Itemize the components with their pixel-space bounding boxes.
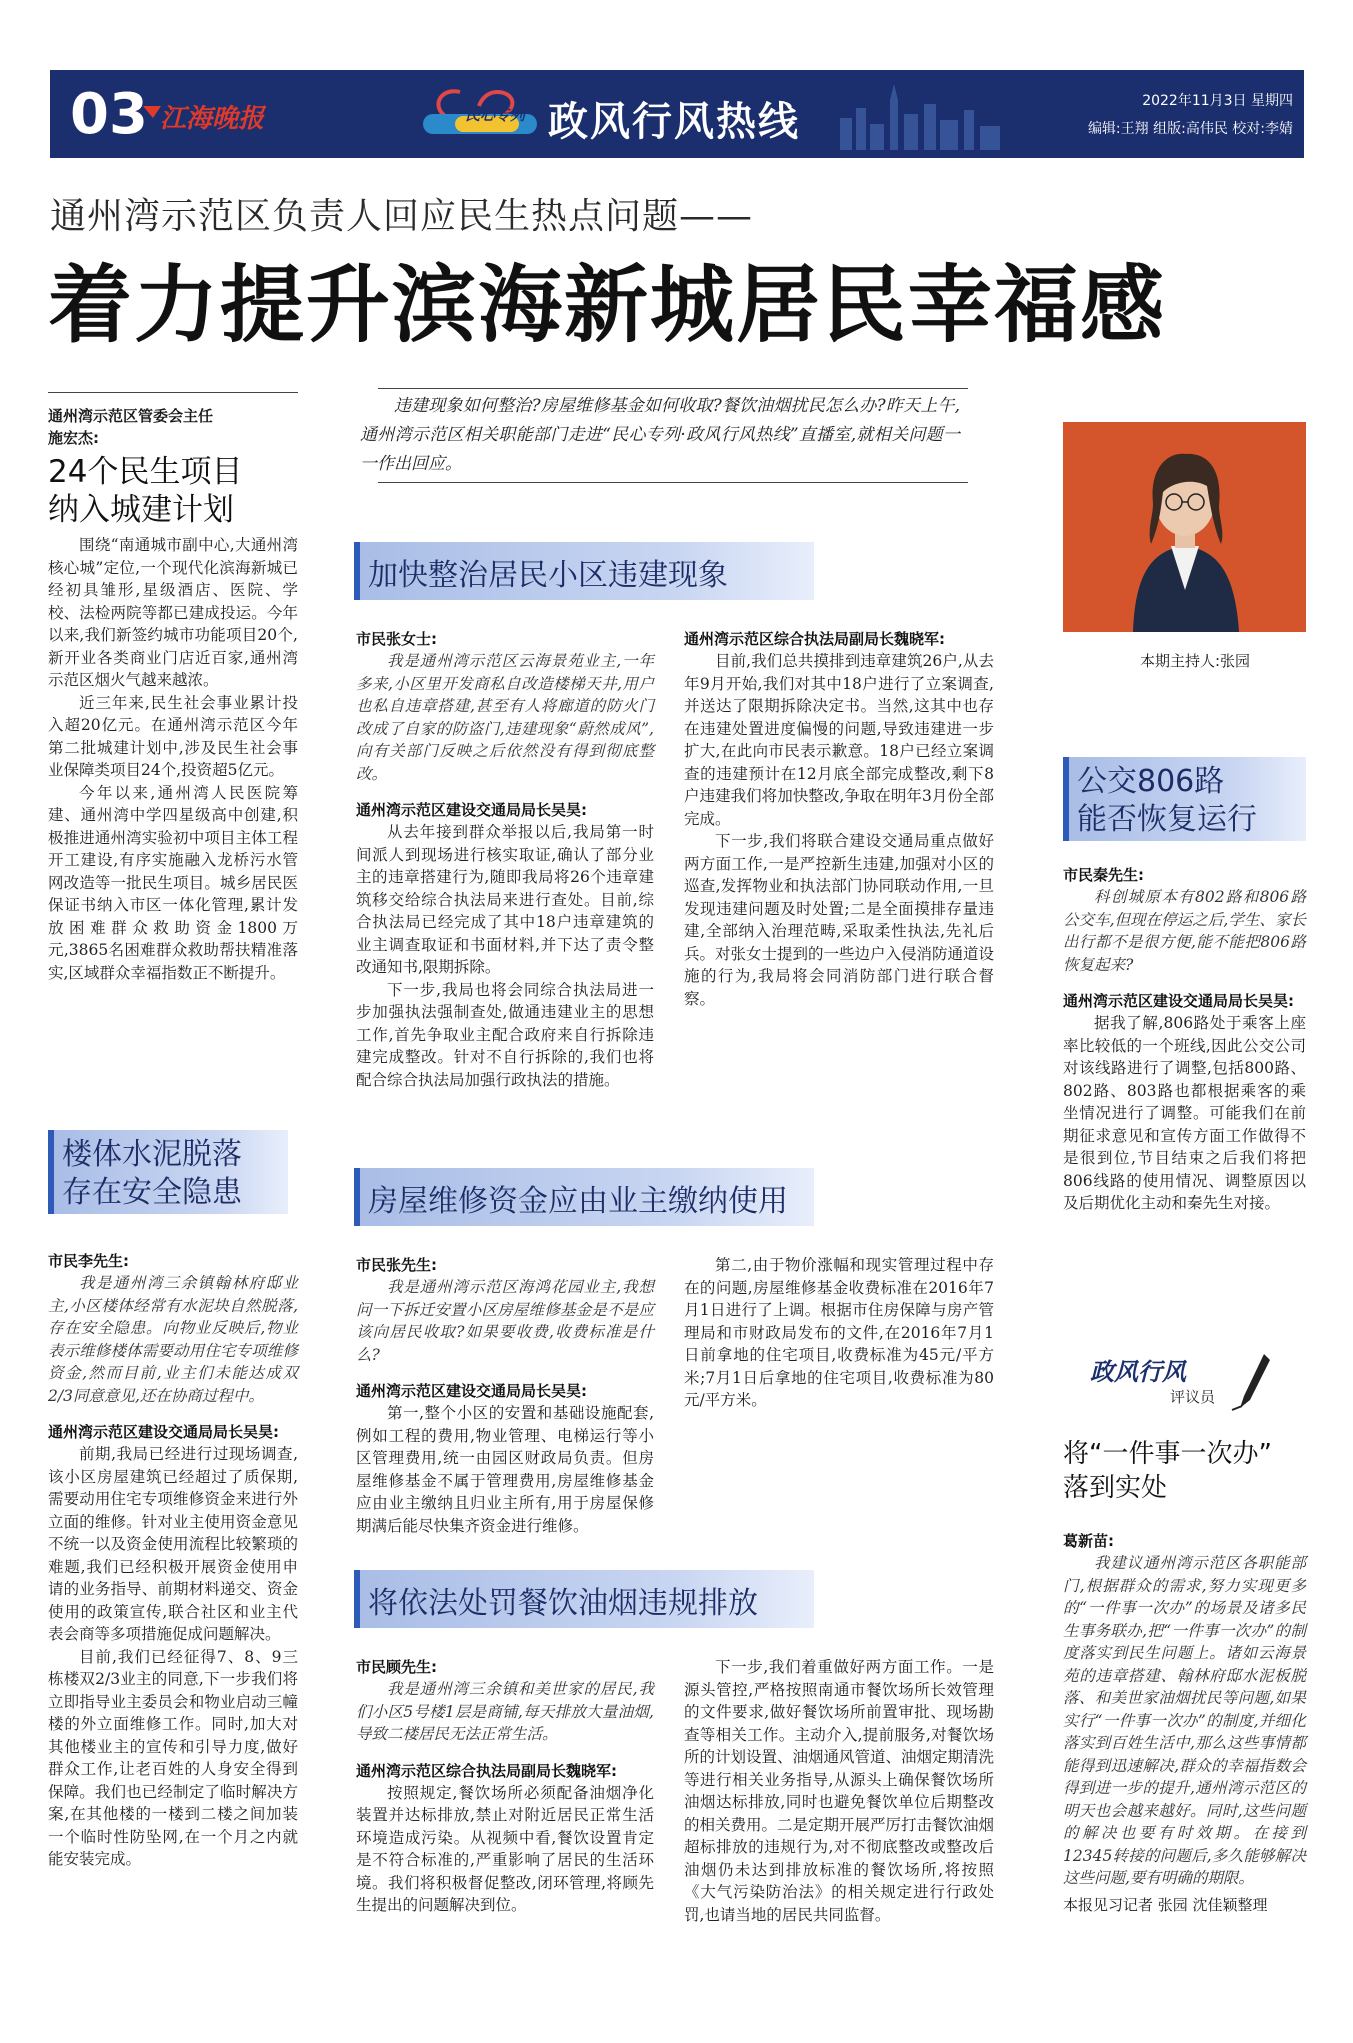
paragraph: 今年以来,通州湾人民医院筹建、通州湾中学四星级高中创建,积极推进通州湾实验初中项目主体工程开工建设,有序实施融入龙桥污水管网改造等一批民生项目。城乡居民医保证书纳入市区一体化管理,累计发放困难群众救助资金1800万元,3865名困难群众救助帮扶精准落实,区域群众幸福指数正不断提升。	[48, 783, 298, 982]
banner-title	[62, 1136, 242, 1212]
official-name: 通州湾示范区建设交通局局长吴昊:	[356, 801, 588, 819]
fund-article-col1	[356, 1254, 654, 1537]
section-banner-facade	[48, 1130, 288, 1214]
paragraph: 下一步,我们着重做好两方面工作。一是源头管控,严格按照南通市餐饮场所长效管理的文件要求,做好餐饮场所前置审批、现场勘查等相关工作。主动介入,提前服务,对餐饮场所的计划设置、油烟通风管道、油烟定期清洗等进行相关业务指导,从源头上确保餐饮场所油烟达标排放,同时也避免餐饮单位后期整改的相关费用。二是定期开展严厉打击餐饮油烟超标排放的违规行为,对不彻底整改或整改后油烟仍未达到排放标准的餐饮场所,将按照《大气污染防治法》的相关规定进行行政处罚,也请当地的居民共同监督。	[684, 1658, 995, 1924]
fountain-pen-icon	[1230, 1352, 1270, 1412]
lead-speaker-name: 施宏杰:	[48, 429, 99, 447]
commentary-heading	[1063, 1437, 1272, 1505]
official-name: 通州湾示范区建设交通局局长吴昊:	[1063, 992, 1295, 1010]
banner-title: 将依法处罚餐饮油烟违规排放	[368, 1586, 758, 1621]
column-rule	[48, 392, 298, 393]
section-banner-fumes	[354, 1570, 814, 1628]
paragraph: 据我了解,806路处于乘客上座率比较低的一个班线,因此公交公司对该线路进行了调整,包括800路、802路、803路也都根据乘客的乘坐情况进行了调整。可能我们在前期征求意见和宣传方面工作做得不是很到位,节目结束之后我们将把806线路的使用情况、调整原因以及后期优化主动和秦先生对接。	[1063, 1014, 1306, 1212]
banner-line: 公交806路	[1077, 764, 1225, 799]
commentary-heading-line: 落到实处	[1063, 1473, 1168, 1503]
banner-title: 加快整治居民小区违建现象	[368, 558, 728, 593]
paragraph: 下一步,我们将联合建设交通局重点做好两方面工作,一是严控新生违建,加强对小区的巡查,发挥物业和执法部门协同联动作用,一旦发现违建问题及时处置;二是全面摸排存量违建,全部纳入治理范畴,采取柔性执法,先礼后兵。对张女士提到的一些边户入侵消防通道设施的行为,我局将会同消防部门进行联合督察。	[684, 832, 995, 1008]
lead-heading-2: 纳入城建计划	[48, 492, 234, 528]
page-number: 03	[70, 82, 148, 147]
citizen-question: 科创城原本有802路和806路公交车,但现在停运之后,学生、家长出行都不是很方便,能不能把806路恢复起来?	[1063, 888, 1306, 974]
facade-article	[48, 1250, 298, 1871]
citizen-name: 市民秦先生:	[1063, 866, 1144, 884]
citizen-question: 我是通州湾三余镇翰林府邸业主,小区楼体经常有水泥块自然脱落,存在安全隐患。向物业反映后,物业表示维修楼体需要动用住宅专项维修资金,然而目前,业主们未能达成双2/3同意意见,还在协商过程中。	[48, 1274, 298, 1405]
official-name: 通州湾示范区建设交通局局长吴昊:	[356, 1382, 588, 1400]
editors-credit: 编辑:王翔 组版:高伟民 校对:李婧	[1087, 121, 1293, 137]
lead-block	[48, 405, 298, 529]
paragraph: 前期,我局已经进行过现场调查,该小区房屋建筑已经超过了质保期,需要动用住宅专项维修资金来进行外立面的维修。针对业主使用资金意见不统一以及资金使用流程比较繁琐的难题,我们已经积极开展资金使用申请的业务指导、前期材料递交、资金使用的政策宣传,联合社区和业主代表会商等多项措施促成问题解决。	[48, 1445, 298, 1643]
commentator-name: 葛新苗:	[1063, 1532, 1114, 1550]
commentary-logo-text: 政风行风	[1090, 1357, 1186, 1386]
illegal-article-col1	[356, 628, 654, 1091]
citizen-name: 市民张先生:	[356, 1256, 437, 1274]
issue-date: 2022年11月3日 星期四	[1142, 93, 1293, 109]
fund-article-col2	[684, 1254, 994, 1412]
citizen-question: 我是通州湾示范区云海景苑业主,一年多来,小区里开发商私自改造楼梯天井,用户也私自违章搭建,甚至有人将廊道的防火门改成了自家的防盗门,违建现象“蔚然成风”,向有关部门反映之后依然没有得到彻底整改。	[356, 652, 654, 783]
paragraph: 从去年接到群众举报以后,我局第一时间派人到现场进行核实取证,确认了部分业主的违章搭建行为,随即我局将26个违章建筑移交给综合执法局来进行查处。目前,综合执法局已经完成了其中18户违章建筑的业主调查取证和书面材料,并下达了责令整改通知书,限期拆除。	[356, 823, 654, 976]
commentary-text: 我建议通州湾示范区各职能部门,根据群众的需求,努力实现更多的“一件事一次办”的场景及诸多民生事务联办,把“一件事一次办”的制度落实到民生问题上。诸如云海景苑的违章搭建、翰林府邸水泥板脱落、和美世家油烟扰民等问题,如果实行“一件事一次办”的制度,并细化落实到百姓生活中,那么这些事情都能得到迅速解决,群众的幸福指数会得到进一步的提升,通州湾示范区的明天也会越来越好。同时,这些问题的解决也要有时效期。在接到12345转接的问题后,多久能够解决这些问题,要有明确的期限。	[1063, 1554, 1306, 1887]
commentary-article	[1063, 1530, 1306, 1916]
citizen-name: 市民张女士:	[356, 630, 437, 648]
byline: 本报见习记者 张园 沈佳颖整理	[1063, 1895, 1268, 1914]
column-badge-text: 民心专列	[465, 106, 526, 124]
paragraph: 下一步,我局也将会同综合执法局进一步加强执法强制查处,做通违建业主的思想工作,首先争取业主配合政府来自行拆除违建完成整改。针对不自行拆除的,我们也将配合综合执法局加强行政执法的措施。	[356, 980, 654, 1089]
intro-rule-bottom	[378, 482, 968, 483]
banner-title	[1077, 763, 1257, 839]
lead-heading-1: 24个民生项目	[48, 454, 243, 490]
intro-rule-top	[378, 388, 968, 389]
fumes-article-col1	[356, 1656, 654, 1917]
headline-kicker: 通州湾示范区负责人回应民生热点问题——	[50, 196, 754, 237]
official-name: 通州湾示范区综合执法局副局长魏晓军:	[684, 630, 946, 648]
banner-line: 楼体水泥脱落	[62, 1137, 242, 1172]
section-banner-bus	[1063, 757, 1306, 841]
citizen-question: 我是通州湾示范区海鸿花园业主,我想问一下拆迁安置小区房屋维修基金是不是应该向居民收取?如果要收费,收费标准是什么?	[356, 1278, 654, 1364]
lead-article	[48, 534, 298, 984]
column-name: 政风行风热线	[548, 99, 800, 145]
illegal-article-col2	[684, 628, 994, 1010]
paper-logo-icon	[142, 104, 162, 120]
banner-line: 能否恢复运行	[1077, 802, 1257, 837]
official-name: 通州湾示范区综合执法局副局长魏晓军:	[356, 1761, 618, 1780]
bus-article	[1063, 864, 1306, 1215]
paragraph: 目前,我们已经征得7、8、9三栋楼双2/3业主的同意,下一步我们将立即指导业主委员会和物业启动三幢楼的外立面维修工作。同时,加大对其他楼业主的宣传和引导力度,做好群众工作,让老百姓的人身安全得到保障。我们也已经制定了临时解决方案,在其他楼的一楼到二楼之间加装一个临时性防坠网,在一个月之内就能安装完成。	[48, 1647, 298, 1868]
host-caption: 本期主持人:张园	[1140, 652, 1251, 670]
main-headline: 着力提升滨海新城居民幸福感	[48, 256, 1167, 354]
commentary-logo-sub: 评议员	[1170, 1388, 1216, 1406]
banner-title: 房屋维修资金应由业主缴纳使用	[368, 1184, 788, 1219]
citizen-name: 市民顾先生:	[356, 1658, 437, 1676]
commentary-heading-line: 将“一件事一次办”	[1063, 1439, 1272, 1469]
host-photo	[1063, 422, 1306, 632]
paper-name: 江海晚报	[160, 104, 265, 134]
official-name: 通州湾示范区建设交通局局长吴昊:	[48, 1423, 280, 1441]
paragraph: 按照规定,餐饮场所必须配备油烟净化装置并达标排放,禁止对附近居民正常生活环境造成污染。从视频中看,餐饮设置肯定是不符合标准的,严重影响了居民的生活环境。我们将积极督促整改,闭环管理,将顾先生提出的问题解决到位。	[356, 1783, 654, 1914]
skyline-illustration	[820, 80, 1100, 150]
lead-speaker-title: 通州湾示范区管委会主任	[48, 407, 214, 425]
section-banner-illegal	[354, 542, 814, 600]
paragraph: 目前,我们总共摸排到违章建筑26户,从去年9月开始,我们对其中18户进行了立案调查,并送达了限期拆除决定书。当然,这其中也存在违建处置进度偏慢的问题,导致违建进一步扩大,在此向市民表示歉意。18户已经立案调查的违建预计在12月底全部完成整改,剩下8户违建我们将加快整改,争取在明年3月份全部完成。	[684, 652, 994, 828]
banner-line: 存在安全隐患	[62, 1175, 242, 1210]
paragraph: 第一,整个小区的安置和基础设施配套,例如工程的费用,物业管理、电梯运行等小区管理费用,统一由园区财政局负责。但房屋维修基金不属于管理费用,房屋维修基金应由业主缴纳且归业主所有,用于房屋保修期满后能尽快集齐资金进行维修。	[356, 1404, 654, 1535]
commentary-logo	[1090, 1350, 1270, 1420]
citizen-question: 我是通州湾三余镇和美世家的居民,我们小区5号楼1层是商铺,每天排放大量油烟,导致二楼居民无法正常生活。	[356, 1680, 654, 1743]
intro-standfirst: 违建现象如何整治?房屋维修基金如何收取?餐饮油烟扰民怎么办?昨天上午,通州湾示范区相关职能部门走进“民心专列·政风行风热线”直播室,就相关问题一一作出回应。	[360, 396, 960, 474]
section-banner-fund	[354, 1168, 814, 1226]
paragraph: 近三年来,民生社会事业累计投入超20亿元。在通州湾示范区今年第二批城建计划中,涉及民生社会事业保障类项目24个,投资超5亿元。	[48, 693, 298, 779]
paragraph: 第二,由于物价涨幅和现实管理过程中存在的问题,房屋维修基金收费标准在2016年7月1日进行了上调。根据市住房保障与房产管理局和市财政局发布的文件,在2016年7月1日前拿地的住宅项目,收费标准为45元/平方米;7月1日后拿地的住宅项目,收费标准为80元/平方米。	[684, 1256, 994, 1409]
paragraph: 围绕“南通城市副中心,大通州湾核心城”定位,一个现代化滨海新城已经初具雏形,星级酒店、医院、学校、法检两院等都已建成投运。今年以来,我们新签约城市功能项目20个,新开业各类商业门店近百家,通州湾示范区烟火气越来越浓。	[48, 536, 298, 689]
fumes-article-col2	[684, 1656, 994, 1926]
citizen-name: 市民李先生:	[48, 1252, 129, 1270]
